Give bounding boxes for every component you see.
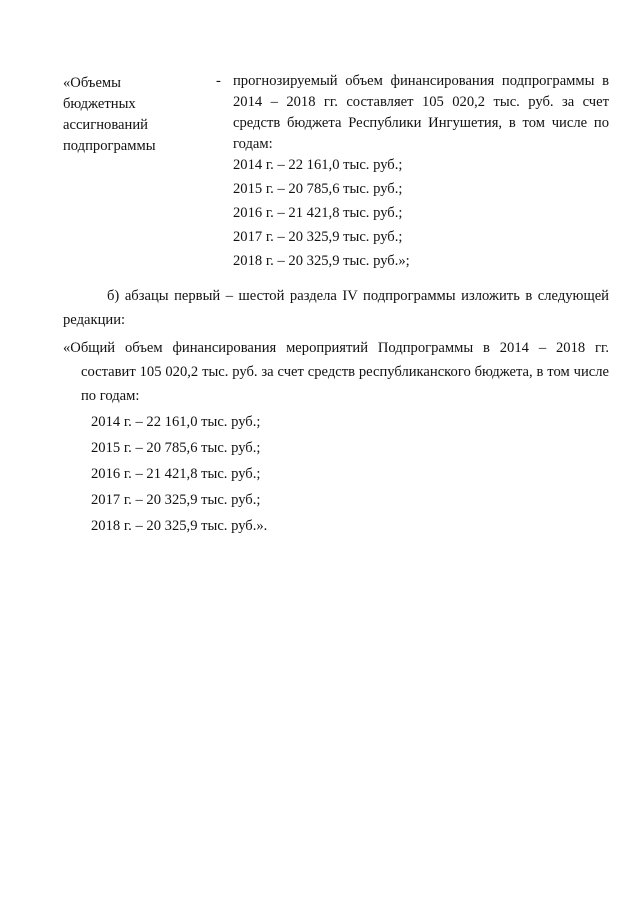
funding-desc-line-2: 2014 – 2018 гг. составляет 105 020,2 тыс. руб. за счет <box>233 94 609 110</box>
quote-year-2018: 2018 г. – 20 325,9 тыс. руб.». <box>91 518 268 534</box>
quote-year-2017: 2017 г. – 20 325,9 тыс. руб.; <box>91 492 261 508</box>
budget-label-line-2: бюджетных <box>63 96 136 112</box>
quote-line-3: по годам: <box>81 388 140 404</box>
budget-label-line-1: «Объемы <box>63 75 121 91</box>
table-year-2015: 2015 г. – 20 785,6 тыс. руб.; <box>233 181 403 197</box>
table-year-2014: 2014 г. – 22 161,0 тыс. руб.; <box>233 157 403 173</box>
section-b-line-1: б) абзацы первый – шестой раздела IV подпрограммы изложить в следующей <box>107 288 609 304</box>
separator-dash: - <box>216 73 221 89</box>
quote-year-2014: 2014 г. – 22 161,0 тыс. руб.; <box>91 414 261 430</box>
funding-desc-line-1: прогнозируемый объем финансирования подпрограммы в <box>233 73 609 89</box>
table-year-2016: 2016 г. – 21 421,8 тыс. руб.; <box>233 205 403 221</box>
table-year-2018: 2018 г. – 20 325,9 тыс. руб.»; <box>233 253 410 269</box>
section-b-line-2: редакции: <box>63 312 126 328</box>
budget-label-line-4: подпрограммы <box>63 138 156 154</box>
funding-desc-line-3: средств бюджета Республики Ингушетия, в том числе по <box>233 115 609 131</box>
table-year-2017: 2017 г. – 20 325,9 тыс. руб.; <box>233 229 403 245</box>
quote-year-2015: 2015 г. – 20 785,6 тыс. руб.; <box>91 440 261 456</box>
funding-desc-line-4: годам: <box>233 136 273 152</box>
quote-line-1: «Общий объем финансирования мероприятий Подпрограммы в 2014 – 2018 гг. <box>63 340 609 356</box>
quote-line-2: составит 105 020,2 тыс. руб. за счет средств республиканского бюджета, в том числе <box>81 364 609 380</box>
budget-label-line-3: ассигнований <box>63 117 148 133</box>
quote-year-2016: 2016 г. – 21 421,8 тыс. руб.; <box>91 466 261 482</box>
